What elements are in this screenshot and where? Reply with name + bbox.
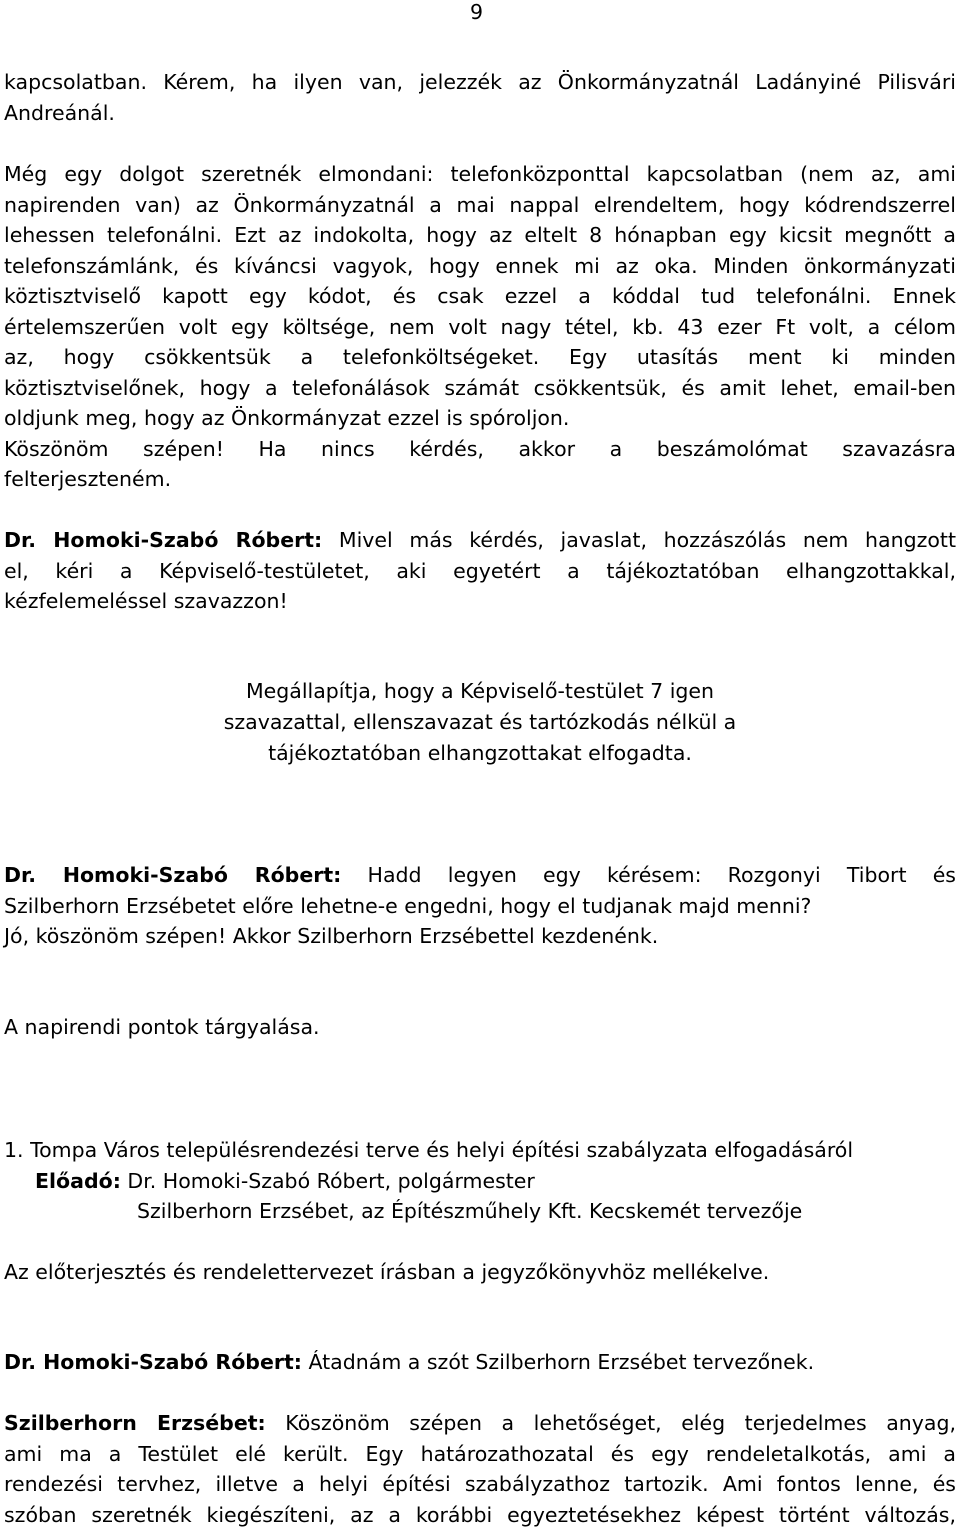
text-line xyxy=(4,525,956,556)
text-line: napirenden van) az Önkormányzatnál a mai nappal elrendeltem, hogy kódrendszerrel xyxy=(4,190,956,221)
paragraph-continuation xyxy=(4,67,956,128)
speaker-text: Köszönöm szépen a lehetőséget, elég terjedelmes anyag, xyxy=(266,1411,956,1435)
text-line: telefonszámlánk, és kíváncsi vagyok, hogy ennek mi az oka. Minden önkormányzati xyxy=(4,251,956,282)
paragraph-mayor-request xyxy=(4,860,956,952)
text-line: kézfelemeléssel szavazzon! xyxy=(4,586,956,617)
paragraph-mayor-handover xyxy=(4,1347,956,1378)
page-number: 9 xyxy=(470,0,483,24)
text-line: ami ma a Testület elé került. Egy határozathozatal és egy rendeletalkotás, ami a xyxy=(4,1439,956,1470)
text-line: köztisztviselő kapott egy kódot, és csak ezzel a kóddal tud telefonálni. Ennek xyxy=(4,281,956,312)
agenda-heading xyxy=(4,1012,956,1043)
text-line xyxy=(4,1408,956,1439)
text-line: Szilberhorn Erzsébetet előre lehetne-e engedni, hogy el tudjanak majd menni? xyxy=(4,891,956,922)
resolution-line: tájékoztatóban elhangzottakat elfogadta. xyxy=(0,738,960,769)
resolution-line: Megállapítja, hogy a Képviselő-testület 7 igen xyxy=(0,676,960,707)
agenda-presenter-line: Szilberhorn Erzsébet, az Építészműhely Kft. Kecskemét tervezője xyxy=(4,1196,956,1227)
text-line: Köszönöm szépen! Ha nincs kérdés, akkor a beszámolómat szavazásra xyxy=(4,434,956,465)
speaker-name: Dr. Homoki-Szabó Róbert: xyxy=(4,528,322,552)
speaker-name: Dr. Homoki-Szabó Róbert: xyxy=(4,1350,302,1374)
agenda-item xyxy=(4,1135,956,1227)
text-line xyxy=(4,1347,956,1378)
text-line xyxy=(4,860,956,891)
text-line: értelemszerűen volt egy költsége, nem volt nagy tétel, kb. 43 ezer Ft volt, a célom xyxy=(4,312,956,343)
presenter-label: Előadó: xyxy=(35,1169,121,1193)
paragraph-mayor-vote xyxy=(4,525,956,617)
text-line: Az előterjesztés és rendelettervezet írásban a jegyzőkönyvhöz mellékelve. xyxy=(4,1257,956,1288)
paragraph-telephone xyxy=(4,159,956,495)
text-line: szóban szeretnék kiegészíteni, az a korábbi egyeztetésekhez képest történt változás, xyxy=(4,1500,956,1530)
speaker-text: Hadd legyen egy kérésem: Rozgonyi Tibort és xyxy=(341,863,956,887)
agenda-heading-text: A napirendi pontok tárgyalása. xyxy=(4,1012,956,1043)
text-line: felterjeszteném. xyxy=(4,464,956,495)
text-line: Jó, köszönöm szépen! Akkor Szilberhorn Erzsébettel kezdenénk. xyxy=(4,921,956,952)
text-line: Még egy dolgot szeretnék elmondani: telefonközponttal kapcsolatban (nem az, ami xyxy=(4,159,956,190)
paragraph-planner xyxy=(4,1408,956,1530)
speaker-text: Átadnám a szót Szilberhorn Erzsébet tervezőnek. xyxy=(302,1350,814,1374)
speaker-name: Dr. Homoki-Szabó Róbert: xyxy=(4,863,341,887)
text-line: lehessen telefonálni. Ezt az indokolta, hogy az eltelt 8 hónapban egy kicsit megnőtt a xyxy=(4,220,956,251)
paragraph-attachment xyxy=(4,1257,956,1288)
agenda-item-title: 1. Tompa Város településrendezési terve és helyi építési szabályzata elfogadásáról xyxy=(4,1135,956,1166)
resolution-line: szavazattal, ellenszavazat és tartózkodás nélkül a xyxy=(0,707,960,738)
speaker-name: Szilberhorn Erzsébet: xyxy=(4,1411,266,1435)
text-line: Andreánál. xyxy=(4,98,956,129)
text-line: el, kéri a Képviselő-testületet, aki egyetért a tájékoztatóban elhangzottakkal, xyxy=(4,556,956,587)
speaker-text: Mivel más kérdés, javaslat, hozzászólás nem hangzott xyxy=(322,528,956,552)
text-line: köztisztviselőnek, hogy a telefonálások számát csökkentsük, és amit lehet, email-ben xyxy=(4,373,956,404)
text-line: rendezési tervhez, illetve a helyi építési szabályzathoz tartozik. Ami fontos lenne, és xyxy=(4,1469,956,1500)
agenda-presenter-line xyxy=(4,1166,956,1197)
text-line: az, hogy csökkentsük a telefonköltségeket. Egy utasítás ment ki minden xyxy=(4,342,956,373)
text-line: oldjunk meg, hogy az Önkormányzat ezzel is spóroljon. xyxy=(4,403,956,434)
resolution-block xyxy=(0,676,960,769)
text-line: kapcsolatban. Kérem, ha ilyen van, jelezzék az Önkormányzatnál Ladányiné Pilisvári xyxy=(4,67,956,98)
presenter-name: Dr. Homoki-Szabó Róbert, polgármester xyxy=(121,1169,535,1193)
